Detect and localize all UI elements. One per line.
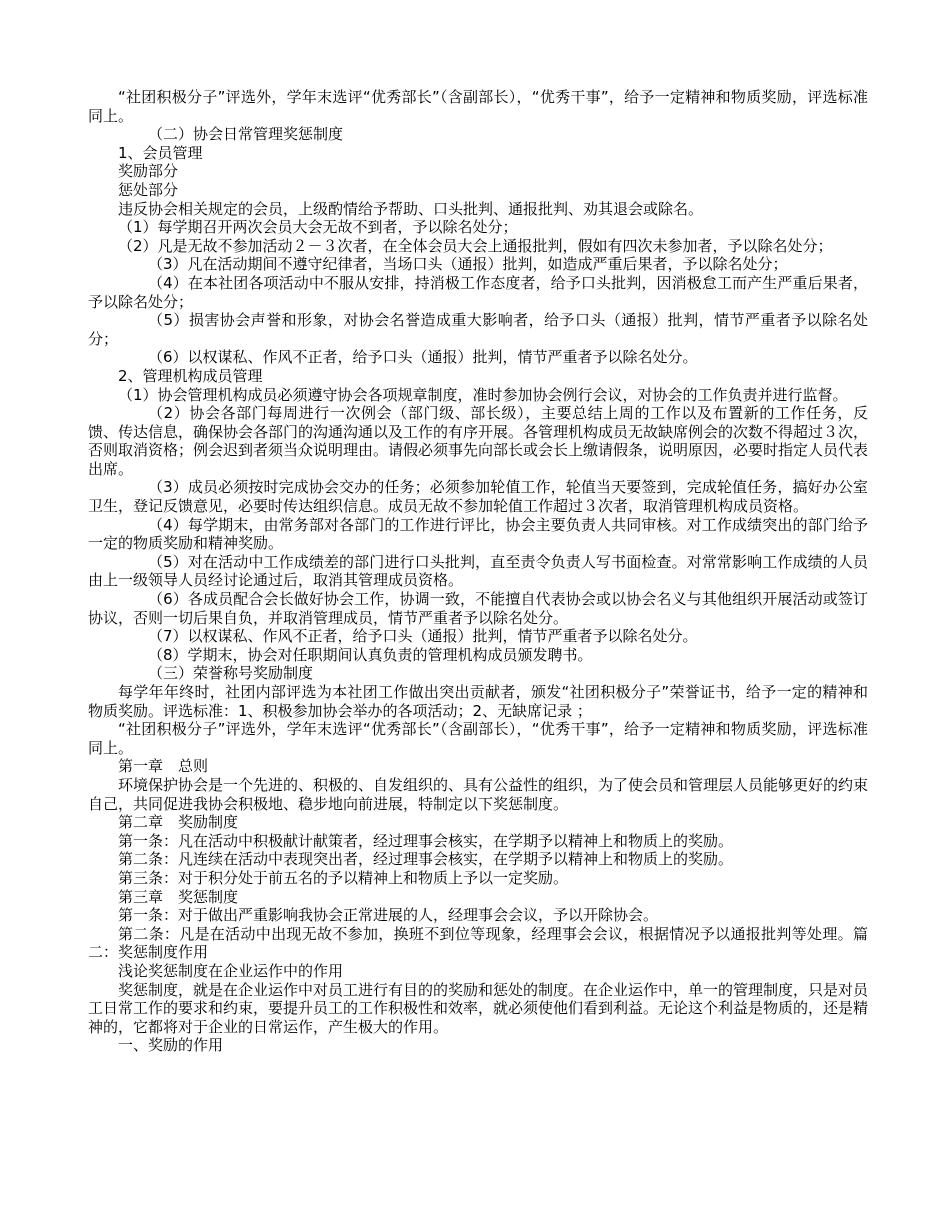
paragraph: 环境保护协会是一个先进的、积极的、自发组织的、具有公益性的组织，为了使会员和管理层人员能够更好的约束自己，共同促进我协会积极地、稳步地向前进展，特制定以下奖惩制度。 [88,775,869,813]
paragraph: 违反协会相关规定的会员，上级酌情给予帮助、口头批判、通报批判、劝其退会或除名。 [118,199,704,218]
paragraph: （5）损害协会声誉和形象，对协会名誉造成重大影响者，给予口头（通报）批判，情节严重者予以除名处分； [88,311,868,348]
paragraph: 第一章 总则 [118,757,209,776]
paragraph: （二）协会日常管理奖惩制度 [148,125,344,144]
paragraph: （2）协会各部门每周进行一次例会（部门级、部长级），主要总结上周的工作以及布置新的工作任务，反馈、传达信息，确保协会各部门的沟通沟通以及工作的有序开展。各管理机构成员无故缺席例会的次数不得超过３次，否则取消资格；例会迟到者须当众说明理由。请假必须事先向部长或会长上缴请假条，说明原因，必要时指定人员代表出席。 [88,404,869,478]
paragraph: （5）对在活动中工作成绩差的部门进行口头批判，直至责令负责人写书面检查。对常常影响工作成绩的人员由上一级领导人员经讨论通过后，取消其管理成员资格。 [88,552,868,590]
document-body [88,88,868,1055]
paragraph: （6）各成员配合会长做好协会工作，协调一致，不能擅自代表协会或以协会名义与其他组织开展活动或签订协议，否则一切后果自负，并取消管理成员，情节严重者予以除名处分。 [88,590,868,627]
paragraph: 第二章 奖励制度 [118,813,239,832]
paragraph: （2）凡是无故不参加活动２－３次者，在全体会员大会上通报批判，假如有四次未参加者，予以除名处分； [118,236,833,255]
paragraph: 第二条：凡是在活动中出现无故不参加，换班不到位等现象，经理事会会议，根据情况予以通报批判等处理。篇二：奖惩制度作用 [88,924,868,962]
paragraph: 每学年年终时，社团内部评选为本社团工作做出突出贡献者，颁发“社团积极分子”荣誉证书，给予一定的精神和物质奖励。评选标准：1、积极参加协会举办的各项活动；2、无缺席记录 ； [88,683,868,720]
paragraph: 奖励部分 [118,162,179,181]
paragraph: 1、会员管理 [118,143,203,162]
paragraph: （8）学期末，协会对任职期间认真负责的管理机构成员颁发聘书。 [148,645,593,664]
paragraph: （7）以权谋私、作风不正者，给予口头（通报）批判，情节严重者予以除名处分。 [148,627,698,646]
paragraph: 第三章 奖惩制度 [118,887,239,906]
paragraph: 一、奖励的作用 [118,1036,224,1055]
paragraph: （4）在本社团各项活动中不服从安排，持消极工作态度者，给予口头批判，因消极怠工而产生严重后果者，予以除名处分； [88,273,868,311]
paragraph: （4）每学期末，由常务部对各部门的工作进行评比，协会主要负责人共同审核。对工作成绩突出的部门给予一定的物质奖励和精神奖励。 [88,515,868,553]
paragraph: （3）凡在活动期间不遵守纪律者，当场口头（通报）批判，如造成严重后果者，予以除名处分； [148,255,788,274]
paragraph: （3）成员必须按时完成协会交办的任务；必须参加轮值工作，轮值当天要签到，完成轮值任务，搞好办公室卫生，登记反馈意见，必要时传达组织信息。成员无故不参加轮值工作超过３次者，取消管理机构成员资格。 [88,478,868,516]
paragraph: 第一条：对于做出严重影响我协会正常进展的人，经理事会会议，予以开除协会。 [118,906,659,925]
paragraph: 2、管理机构成员管理 [118,366,263,385]
paragraph: （1）每学期召开两次会员大会无故不到者，予以除名处分； [118,218,518,237]
paragraph: “社团积极分子”评选外，学年末选评“优秀部长”（含副部长），“优秀干事”，给予一定精神和物质奖励，评选标准同上。 [88,88,868,125]
paragraph: 第三条：对于积分处于前五名的予以精神上和物质上予以一定奖励。 [118,868,569,887]
paragraph: 奖惩制度，就是在企业运作中对员工进行有目的的奖励和惩处的制度。在企业运作中，单一的管理制度，只是对员工日常工作的要求和约束，要提升员工的工作积极性和效率，就必须使他们看到利益。无论这个利益是物质的，还是精神的，它都将对于企业的日常运作，产生极大的作用。 [88,980,869,1036]
paragraph: 浅论奖惩制度在企业运作中的作用 [118,961,344,980]
paragraph: 第一条：凡在活动中积极献计献策者，经过理事会核实，在学期予以精神上和物质上的奖励。 [118,831,734,850]
paragraph: 惩处部分 [118,180,179,199]
paragraph: （6）以权谋私、作风不正者，给予口头（通报）批判，情节严重者予以除名处分。 [148,348,698,367]
paragraph: （1）协会管理机构成员必须遵守协会各项规章制度，准时参加协会例行会议，对协会的工作负责并进行监督。 [118,385,848,404]
paragraph: “社团积极分子”评选外，学年末选评“优秀部长”（含副部长），“优秀干事”，给予一定精神和物质奖励，评选标准同上。 [88,720,868,757]
paragraph: 第二条：凡连续在活动中表现突出者，经过理事会核实，在学期予以精神上和物质上的奖励。 [118,850,734,869]
paragraph: （三）荣誉称号奖励制度 [148,664,314,683]
